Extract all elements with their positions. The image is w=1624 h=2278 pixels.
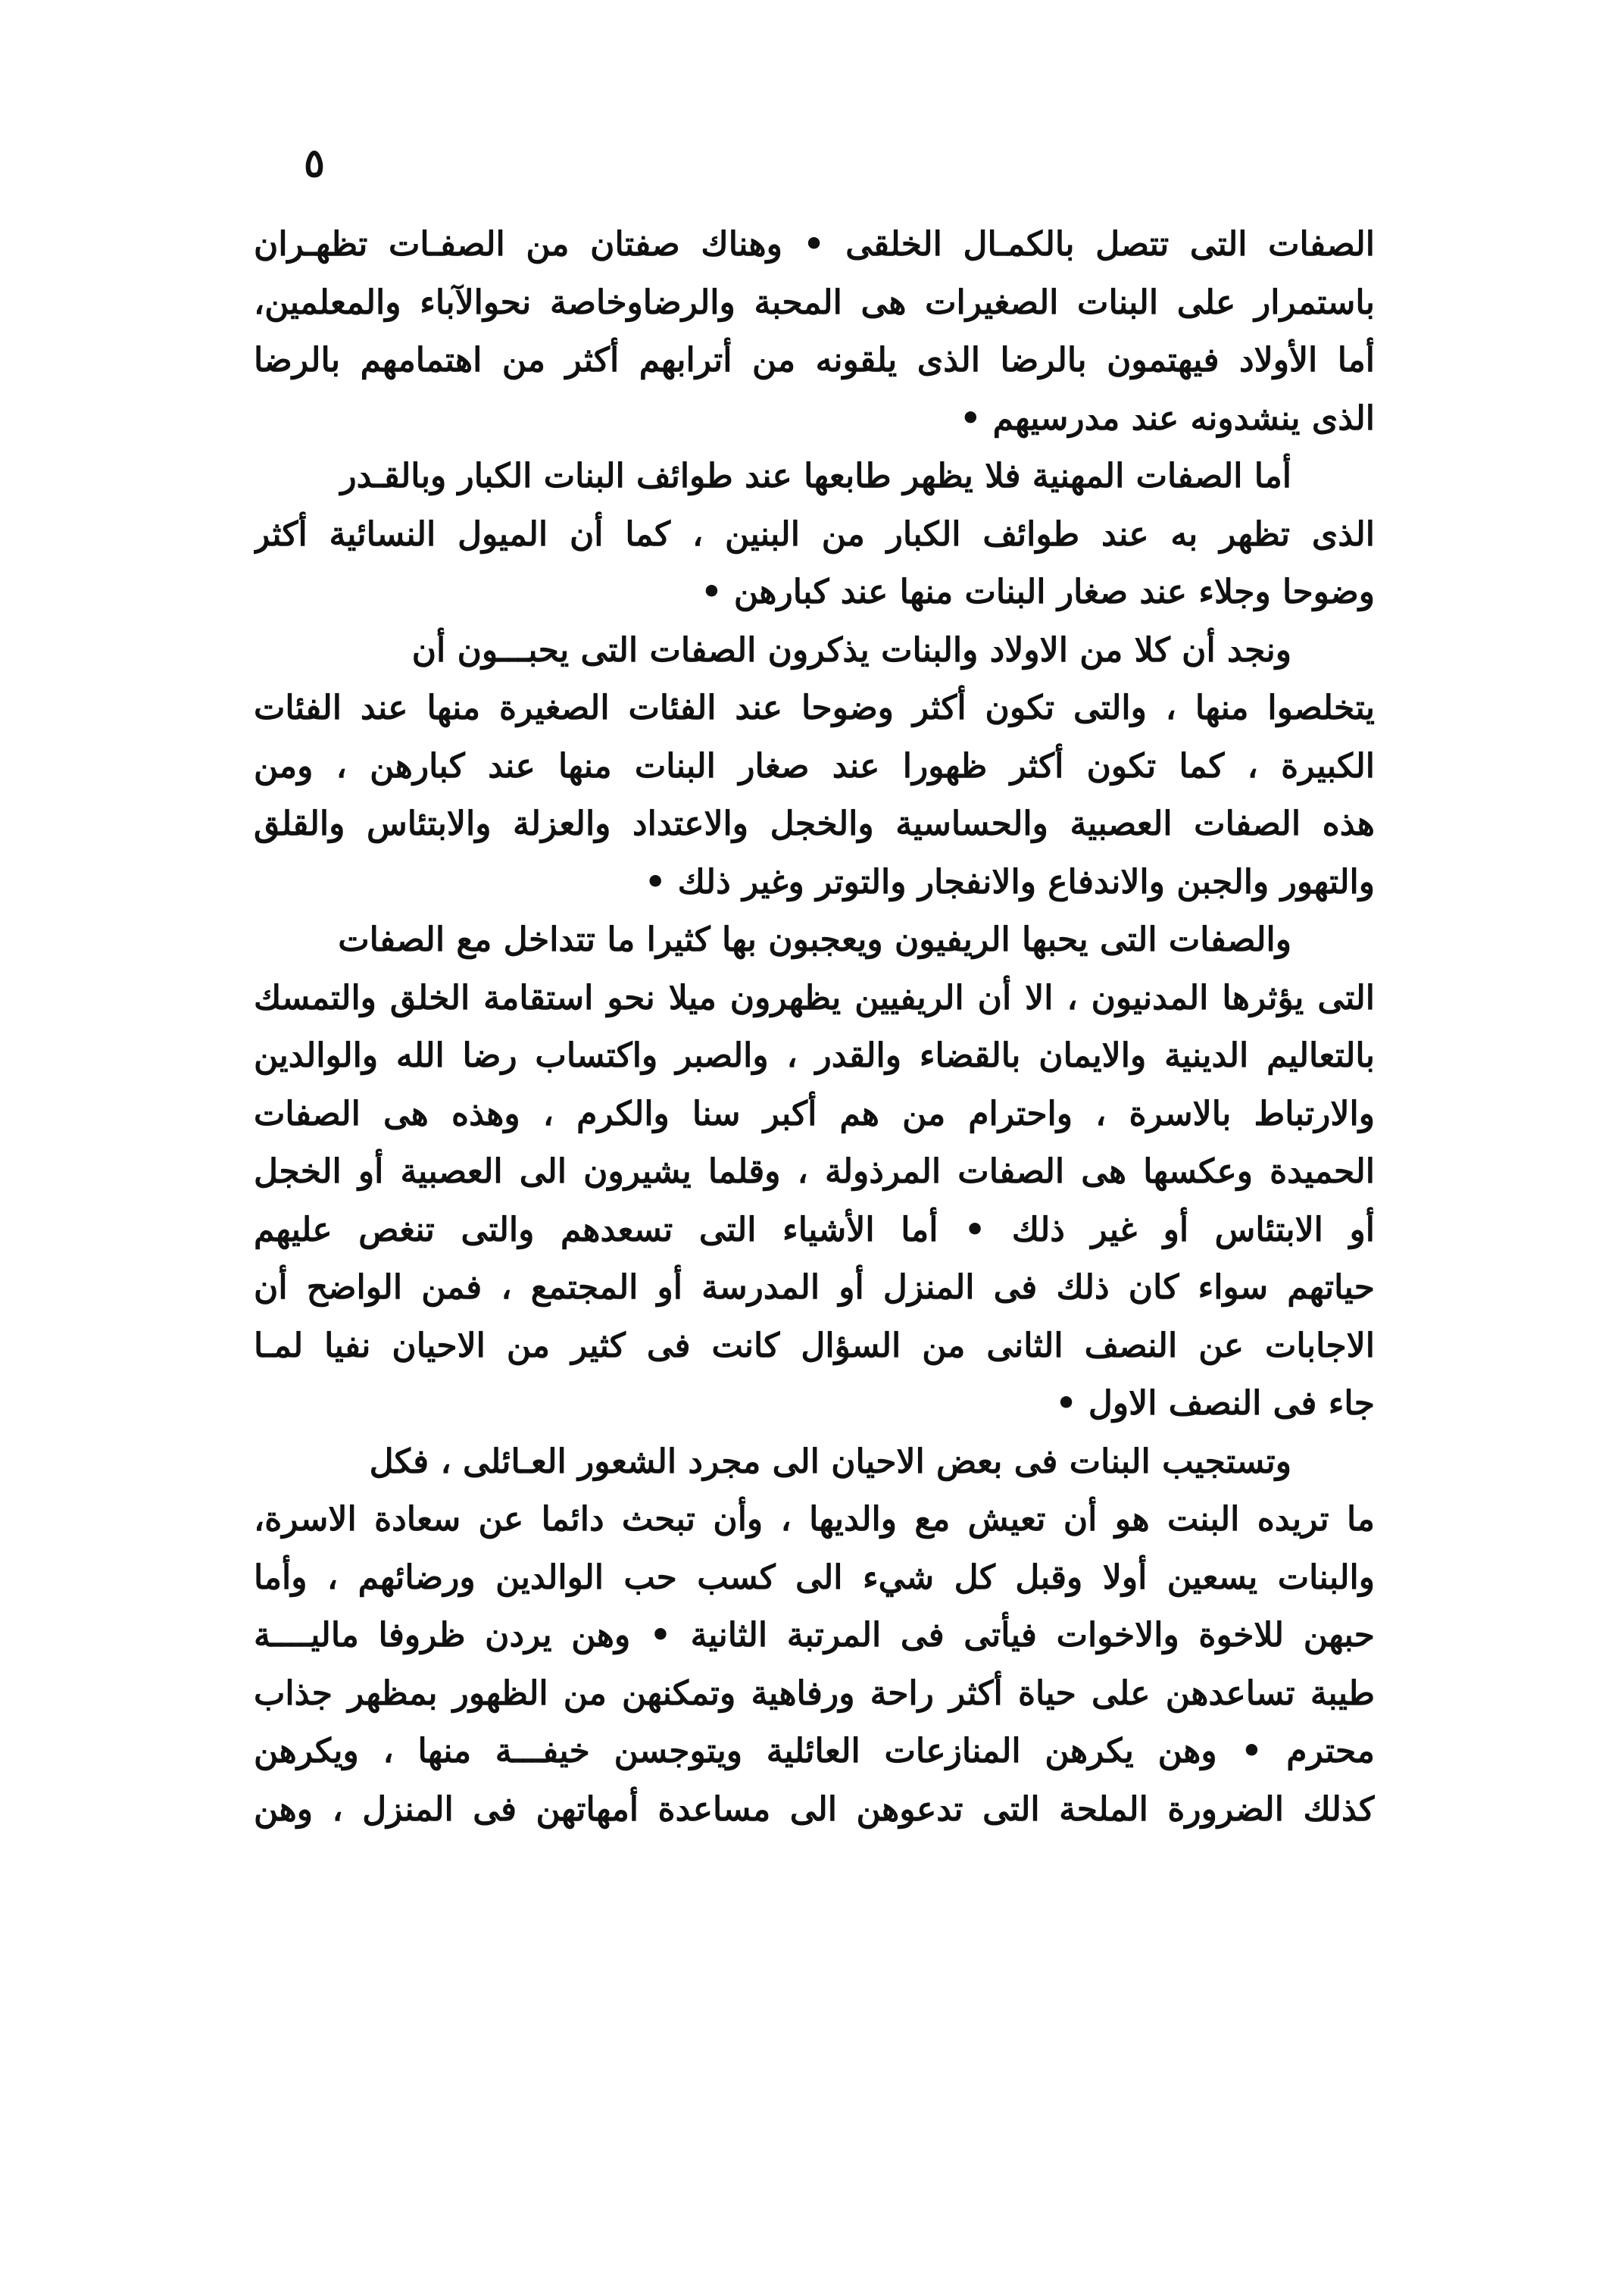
text-line: أما الصفات المهنية فلا يظهر طابعها عند طوائف البنات الكبار وبالقـدر (340, 457, 1291, 495)
text-line: بالتعاليم الدينية والايمان بالقضاء والقدر ، والصبر واكتساب رضا الله والوالدين (254, 1036, 1375, 1075)
text-line: والارتباط بالاسرة ، واحترام من هم أكبر سنا والكرم ، وهذه هى الصفات (254, 1094, 1375, 1133)
text-line: يتخلصوا منها ، والتى تكون أكثر وضوحا عند الفئات الصغيرة منها عند الفئات (254, 689, 1375, 727)
text-line: الكبيرة ، كما تكون أكثر ظهورا عند صغار البنات منها عند كبارهن ، ومن (254, 746, 1375, 786)
text-line: والصفات التى يحبها الريفيون ويعجبون بها كثيرا ما تتداخل مع الصفات (338, 920, 1291, 959)
text-line: الذى ينشدونه عند مدرسيهم • (960, 398, 1375, 438)
text-line: الحميدة وعكسها هى الصفات المرذولة ، وقلما يشيرون الى العصبية أو الخجل (254, 1152, 1375, 1191)
text-line: هذه الصفات العصبية والحساسية والخجل والاعتداد والعزلة والابتئاس والقلق (254, 805, 1375, 843)
text-line: كذلك الضرورة الملحة التى تدعوهن الى مساعدة أمهاتهن فى المنزل ، وهن (254, 1789, 1375, 1829)
text-line: والبنات يسعين أولا وقبل كل شيء الى كسب حب الوالدين ورضائهم ، وأما (254, 1558, 1375, 1597)
text-line: ونجد أن كلا من الاولاد والبنات يذكرون الصفات التى يحبـــون أن (411, 630, 1291, 670)
text-line: الصفات التى تتصل بالكمـال الخلقى • وهناك صفتان من الصفـات تظهـران (254, 225, 1375, 264)
text-line: أما الأولاد فيهتمون بالرضا الذى يلقونه من أترابهم أكثر من اهتمامهم بالرضا (254, 341, 1375, 380)
text-line: حياتهم سواء كان ذلك فى المنزل أو المدرسة أو المجتمع ، فمن الواضح أن (254, 1268, 1375, 1307)
text-line: وتستجيب البنات فى بعض الاحيان الى مجرد الشعور العـائلى ، فكل (369, 1442, 1291, 1481)
text-line: حبهن للاخوة والاخوات فيأتى فى المرتبة الثانية • وهن يردن ظروفا ماليــــة (254, 1616, 1375, 1655)
text-line: الذى تظهر به عند طوائف الكبار من البنين ، كما أن الميول النسائية أكثر (254, 514, 1375, 554)
text-line: باستمرار على البنات الصغيرات هى المحبة والرضاوخاصة نحوالآباء والمعلمين، (254, 283, 1375, 322)
page-number: ٥ (304, 140, 325, 186)
text-line: وضوحا وجلاء عند صغار البنات منها عند كبارهن • (701, 573, 1375, 611)
body-text (254, 216, 1375, 1839)
text-line: أو الابتئاس أو غير ذلك • أما الأشياء التى تسعدهم والتى تنغص عليهم (254, 1210, 1375, 1249)
text-line: طيبة تساعدهن على حياة أكثر راحة ورفاهية وتمكنهن من الظهور بمظهر جذاب (254, 1673, 1375, 1713)
text-line: ما تريده البنت هو أن تعيش مع والديها ، وأن تبحث دائما عن سعادة الاسرة، (254, 1500, 1375, 1539)
text-line: محترم • وهن يكرهن المنازعات العائلية ويتوجسن خيفـــة منها ، ويكرهن (254, 1732, 1375, 1770)
text-line: جاء فى النصف الاول • (1055, 1384, 1375, 1423)
text-line: والتهور والجبن والاندفاع والانفجار والتوتر وغير ذلك • (645, 862, 1375, 902)
text-line: الاجابات عن النصف الثانى من السؤال كانت فى كثير من الاحيان نفيا لمـا (254, 1326, 1375, 1365)
text-line: التى يؤثرها المدنيون ، الا أن الريفيين يظهرون ميلا نحو استقامة الخلق والتمسك (254, 978, 1375, 1017)
